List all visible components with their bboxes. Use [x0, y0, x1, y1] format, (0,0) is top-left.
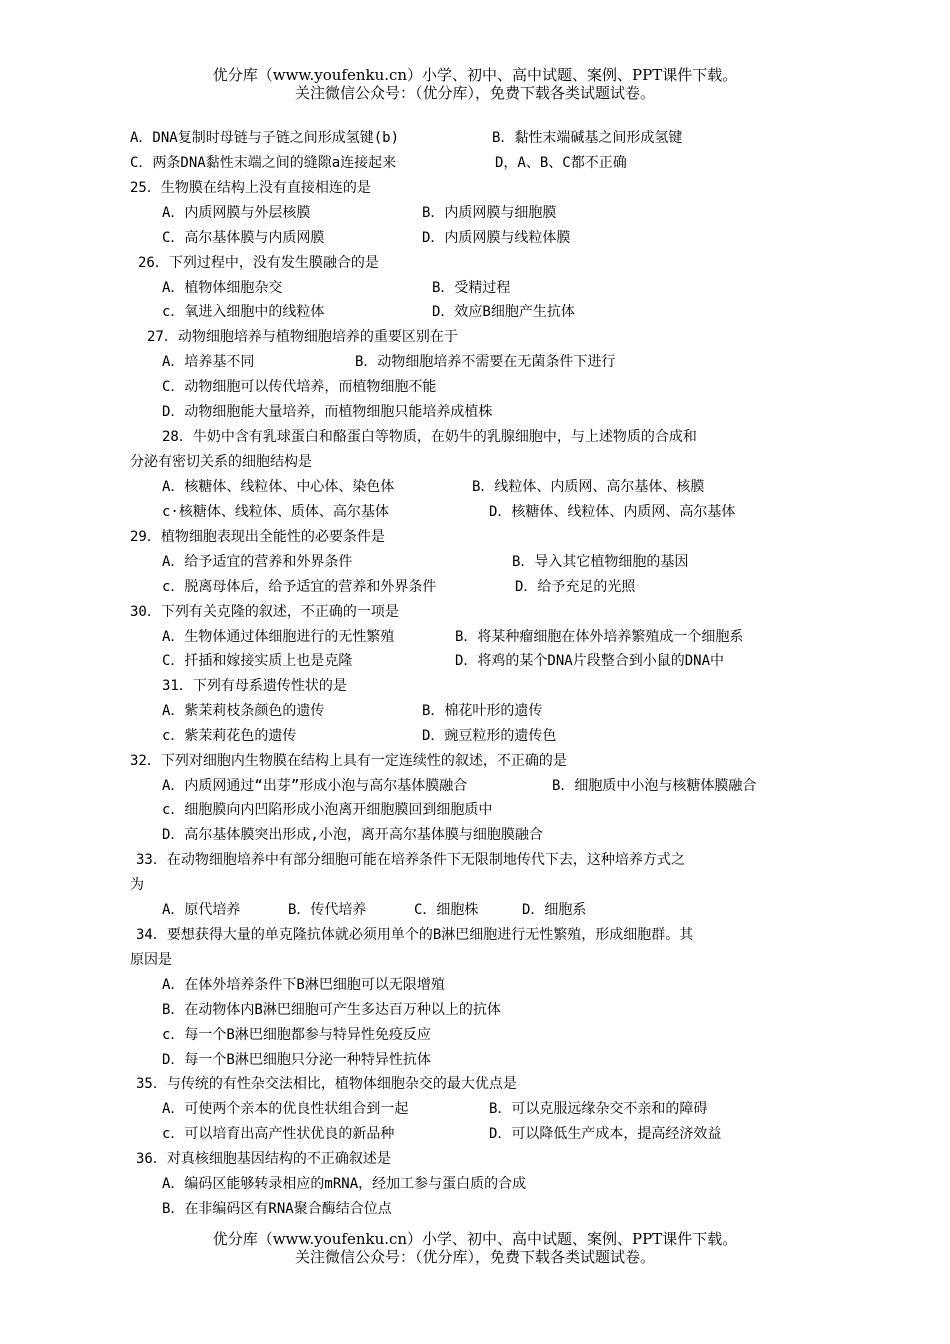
line-text: B．在非编码区有RNA聚合酶结合位点 [162, 1201, 392, 1217]
line-text: A．植物体细胞杂交 [162, 280, 283, 296]
line-text: A．生物体通过体细胞进行的无性繁殖 [162, 629, 395, 645]
line-text: c．脱离母体后，给予适宜的营养和外界条件 [162, 579, 437, 595]
line-text: C．扦插和嫁接实质上也是克隆 [162, 653, 353, 669]
option-text: B．动物细胞培养不需要在无菌条件下进行 [355, 354, 616, 370]
line-text: 原因是 [130, 952, 172, 968]
text-line [0, 1174, 950, 1194]
option-text: B．线粒体、内质网、高尔基体、核膜 [472, 479, 705, 495]
line-text: A．给予适宜的营养和外界条件 [162, 554, 353, 570]
line-text: c．紫茉莉花色的遗传 [162, 728, 297, 744]
line-text: 33．在动物细胞培养中有部分细胞可能在培养条件下无限制地传代下去，这种培养方式之 [136, 852, 685, 868]
line-text: A．核糖体、线粒体、中心体、染色体 [162, 479, 395, 495]
line-text: C．高尔基体膜与内质网膜 [162, 230, 325, 246]
line-text: 36．对真核细胞基因结构的不正确叙述是 [136, 1151, 391, 1167]
line-text: A．紫茉莉枝条颜色的遗传 [162, 703, 325, 719]
option-text: D．给予充足的光照 [515, 579, 636, 595]
text-line [0, 800, 950, 820]
line-text: A．原代培养 [162, 902, 241, 918]
option-text: B．受精过程 [432, 280, 511, 296]
text-line [0, 825, 950, 845]
option-text: B．黏性末端碱基之间形成氢键 [492, 130, 683, 146]
line-text: 31．下列有母系遗传性状的是 [162, 678, 347, 694]
line-text: D．动物细胞能大量培养，而植物细胞只能培养成植株 [162, 404, 493, 420]
page-footer [0, 1230, 950, 1266]
text-line [0, 627, 950, 647]
line-text: 28．牛奶中含有乳球蛋白和酪蛋白等物质，在奶牛的乳腺细胞中，与上述物质的合成和 [162, 429, 697, 445]
text-line [0, 278, 950, 298]
text-line [0, 726, 950, 746]
line-text: A．DNA复制时母链与子链之间形成氢键(b) [130, 130, 400, 146]
option-text: D．内质网膜与线粒体膜 [422, 230, 571, 246]
footer-line-2: 关注微信公众号：（优分库），免费下载各类试题试卷。 [294, 1248, 655, 1266]
footer-line-1: 优分库（www.youfenku.cn）小学、初中、高中试题、案例、PPT课件下载。 [212, 1230, 738, 1248]
page-header [0, 66, 950, 102]
line-text: A．内质网膜与外层核膜 [162, 205, 311, 221]
line-text: C．动物细胞可以传代培养，而植物细胞不能 [162, 379, 437, 395]
option-text: B．内质网膜与细胞膜 [422, 205, 557, 221]
line-text: A．在体外培养条件下B淋巴细胞可以无限增殖 [162, 977, 445, 993]
text-line [0, 377, 950, 397]
text-line [0, 203, 950, 223]
text-line [0, 228, 950, 248]
line-text: A．编码区能够转录相应的mRNA，经加工参与蛋白质的合成 [162, 1176, 527, 1192]
text-line [0, 352, 950, 372]
line-text: c．氧进入细胞中的线粒体 [162, 304, 325, 320]
line-text: B．在动物体内B淋巴细胞可产生多达百万种以上的抗体 [162, 1002, 501, 1018]
line-text: D．每一个B淋巴细胞只分泌一种特异性抗体 [162, 1052, 431, 1068]
text-line [0, 651, 950, 671]
text-line [0, 975, 950, 995]
text-line [0, 1074, 950, 1094]
text-line [0, 1050, 950, 1070]
text-line [0, 527, 950, 547]
option-text: B．棉花叶形的遗传 [422, 703, 543, 719]
text-line [0, 577, 950, 597]
line-text: c．每一个B淋巴细胞都参与特异性免疫反应 [162, 1027, 431, 1043]
text-line [0, 402, 950, 422]
option-text: B．导入其它植物细胞的基因 [512, 554, 689, 570]
line-text: 分泌有密切关系的细胞结构是 [130, 454, 312, 470]
option-text: D．豌豆粒形的遗传色 [422, 728, 557, 744]
option-text: C．细胞株 [414, 902, 479, 918]
text-line [0, 1124, 950, 1144]
text-line [0, 452, 950, 472]
text-line [0, 153, 950, 173]
line-text: 为 [130, 877, 144, 893]
text-line [0, 1025, 950, 1045]
option-text: B．将某种瘤细胞在体外培养繁殖成一个细胞系 [455, 629, 744, 645]
line-text: A．培养基不同 [162, 354, 255, 370]
text-line [0, 1099, 950, 1119]
text-line [0, 427, 950, 447]
line-text: A．可使两个亲本的优良性状组合到一起 [162, 1101, 409, 1117]
text-line [0, 950, 950, 970]
text-line [0, 552, 950, 572]
line-text: D．高尔基体膜突出形成,小泡，离开高尔基体膜与细胞膜融合 [162, 827, 543, 843]
option-text: B．细胞质中小泡与核糖体膜融合 [552, 778, 757, 794]
text-line [0, 477, 950, 497]
header-line-2: 关注微信公众号：（优分库），免费下载各类试题试卷。 [294, 84, 655, 102]
text-line [0, 751, 950, 771]
text-line [0, 327, 950, 347]
text-line [0, 1000, 950, 1020]
text-line [0, 776, 950, 796]
text-line [0, 900, 950, 920]
text-line [0, 1199, 950, 1219]
text-line [0, 253, 950, 273]
line-text: 29．植物细胞表现出全能性的必要条件是 [130, 529, 385, 545]
text-line [0, 178, 950, 198]
line-text: 35．与传统的有性杂交法相比，植物体细胞杂交的最大优点是 [136, 1076, 517, 1092]
text-line [0, 875, 950, 895]
text-line [0, 302, 950, 322]
option-text: D．可以降低生产成本，提高经济效益 [489, 1126, 722, 1142]
line-text: 30．下列有关克隆的叙述，不正确的一项是 [130, 604, 399, 620]
line-text: 32．下列对细胞内生物膜在结构上具有一定连续性的叙述，不正确的是 [130, 753, 567, 769]
text-line [0, 676, 950, 696]
text-line [0, 602, 950, 622]
line-text: C．两条DNA黏性末端之间的缝隙a连接起来 [130, 155, 397, 171]
option-text: D．细胞系 [522, 902, 587, 918]
text-line [0, 1149, 950, 1169]
option-text: B．可以克服远缘杂交不亲和的障碍 [489, 1101, 708, 1117]
line-text: c·核糖体、线粒体、质体、高尔基体 [162, 504, 389, 520]
line-text: c．可以培育出高产性状优良的新品种 [162, 1126, 395, 1142]
line-text: 27．动物细胞培养与植物细胞培养的重要区别在于 [147, 329, 458, 345]
option-text: D．核糖体、线粒体、内质网、高尔基体 [489, 504, 736, 520]
option-text: D，A、B、C都不正确 [495, 155, 627, 171]
option-text: D．将鸡的某个DNA片段整合到小鼠的DNA中 [455, 653, 725, 669]
header-line-1: 优分库（www.youfenku.cn）小学、初中、高中试题、案例、PPT课件下载。 [212, 66, 738, 84]
option-text: B．传代培养 [288, 902, 367, 918]
text-line [0, 850, 950, 870]
text-line [0, 128, 950, 148]
text-line [0, 701, 950, 721]
line-text: c．细胞膜向内凹陷形成小泡离开细胞膜回到细胞质中 [162, 802, 493, 818]
text-line [0, 925, 950, 945]
text-line [0, 502, 950, 522]
line-text: 25．生物膜在结构上没有直接相连的是 [130, 180, 371, 196]
line-text: 34．要想获得大量的单克隆抗体就必须用单个的B淋巴细胞进行无性繁殖，形成细胞群。其 [136, 927, 694, 943]
line-text: 26．下列过程中，没有发生膜融合的是 [138, 255, 379, 271]
line-text: A．内质网通过“出芽”形成小泡与高尔基体膜融合 [162, 778, 468, 794]
option-text: D．效应B细胞产生抗体 [432, 304, 575, 320]
